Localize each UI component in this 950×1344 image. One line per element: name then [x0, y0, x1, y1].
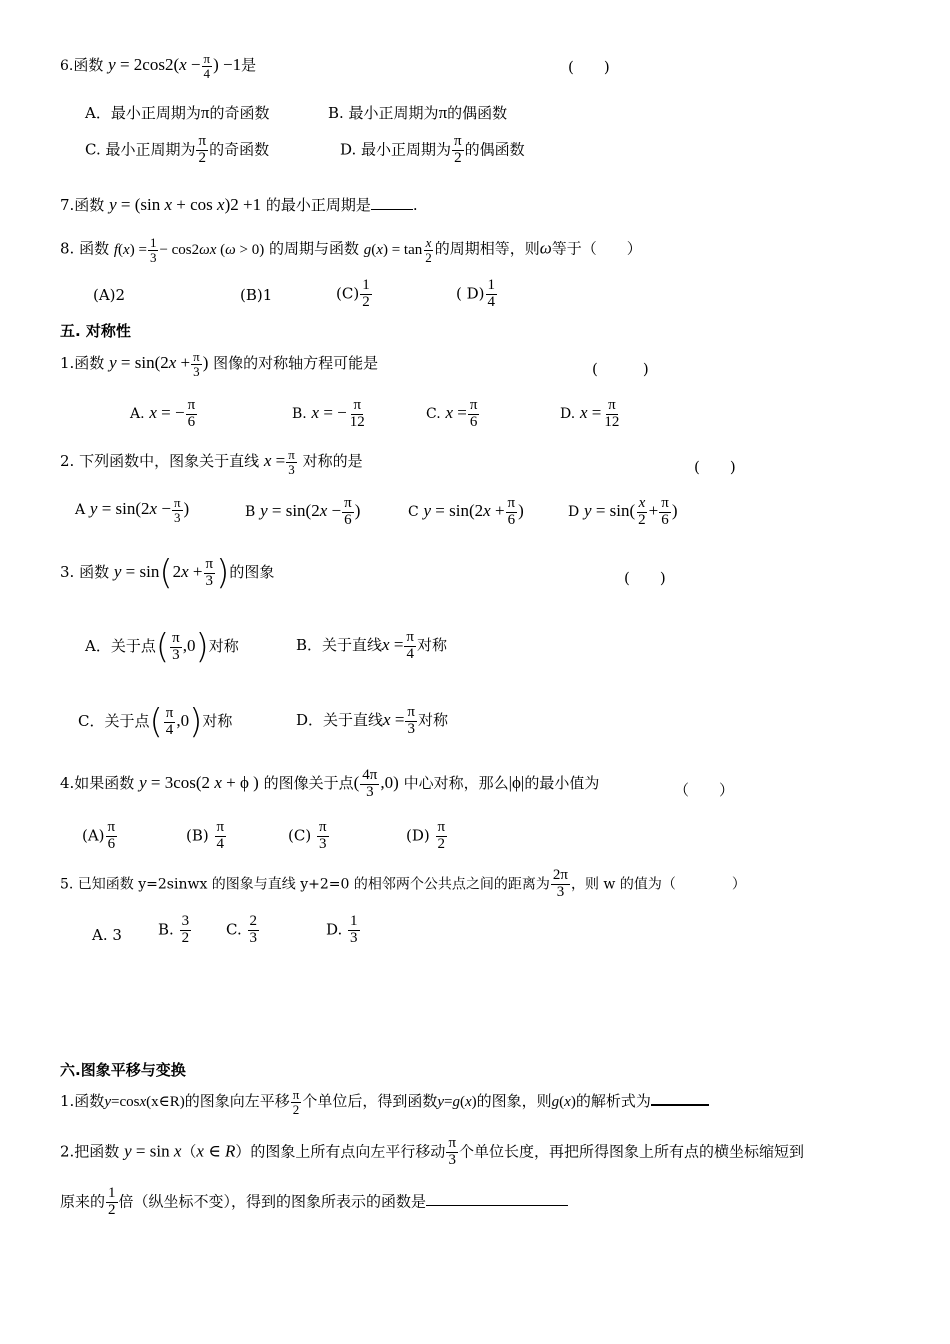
s5q2-stem: 2. 下列函数中，图象关于直线 x = $\frac{\pi}{3}$ 对称的是 — [60, 447, 363, 477]
s5q2-answer-paren: ( ) — [694, 458, 736, 476]
q7-blank[interactable] — [371, 209, 413, 210]
q8-option-c: (C) $\frac{1}{2}$ — [336, 277, 370, 310]
s5q2-option-b: B y = sin(2x − $\frac{\pi}{6}$ ) — [245, 495, 361, 528]
s6q2-stem: 2.把函数 y = sin x（x ∈ R）的图象上所有点向左平行移动 $\frac{\pi}{3}$ 个单位长度，再把所得图象上所有点的横坐标缩短到 — [60, 1135, 805, 1168]
s5q3-stem: 3. 函数 y = sin(2x + $\frac{\pi}{3}$ )的图象 — [60, 553, 275, 593]
s5q4-option-a: (A) $\frac{\pi}{6}$ — [82, 819, 116, 852]
s5q3-option-c: C．关于点( $\frac{\pi}{4}$ ,0)对称 — [78, 702, 233, 742]
q6-option-b: B. 最小正周期为π的偶函数 — [328, 103, 508, 122]
s5q2-option-c: C y = sin(2x + $\frac{\pi}{6}$ ) — [408, 495, 524, 528]
q6-answer-paren: ( ) — [568, 58, 610, 76]
s5q4-option-b: (B) $\frac{\pi}{4}$ — [186, 819, 225, 852]
s5q4-answer-paren: （ ） — [674, 781, 735, 799]
s5q1-stem: 1.函数 y = sin(2x + $\frac{\pi}{3}$ ) 图像的对称轴方程可能是 — [60, 349, 379, 379]
section-5-title: 五. 对称性 — [60, 322, 131, 340]
s6q1-blank[interactable] — [651, 1104, 709, 1106]
s5q5-option-b: B. $\frac{3}{2}$ — [158, 913, 190, 946]
s5q4-option-d: (D) $\frac{\pi}{2}$ — [406, 819, 446, 852]
q6-option-d: D. 最小正周期为 $\frac{\pi}{2}$ 的偶函数 — [340, 133, 525, 166]
q8-option-d: ( D) $\frac{1}{4}$ — [456, 277, 495, 310]
q6-formula: y = 2cos2(x − $\frac{\pi}{4}$ ) −1 — [108, 51, 242, 81]
s5q4-option-c: (C) $\frac{\pi}{3}$ — [288, 819, 327, 852]
s6q1-stem: 1.函数y=cosx(x∈R)的图象向左平移 $\frac{\pi}{2}$ 个单位后，得到函数y=g(x)的图象，则g(x)的解析式为 — [60, 1088, 709, 1116]
s5q2-option-d: D y = sin( $\frac{x}{2}$ + $\frac{\pi}{6}$ ) — [568, 495, 678, 528]
s5q5-stem: 5. 已知函数 y=2sinwx 的图象与直线 y+2=0 的相邻两个公共点之间的距离为 $\frac{2\pi}{3}$ ，则 w 的值为（ ） — [60, 867, 746, 900]
q6-option-c: C. 最小正周期为 $\frac{\pi}{2}$ 的奇函数 — [85, 133, 270, 166]
s6q2-blank[interactable] — [426, 1205, 568, 1206]
s5q3-option-b: B．关于直线x = $\frac{\pi}{4}$ 对称 — [296, 629, 448, 662]
s5q5-option-c: C. $\frac{2}{3}$ — [226, 913, 257, 946]
q6-option-a: A．最小正周期为π的奇函数 — [85, 103, 270, 122]
q8-option-b: (B)1 — [240, 286, 273, 304]
s5q5-option-d: D. $\frac{1}{3}$ — [326, 913, 358, 946]
s5q1-option-a: A. x = − $\frac{\pi}{6}$ — [130, 397, 196, 430]
s5q3-answer-paren: ( ) — [624, 569, 666, 587]
s5q3-option-a: A．关于点( $\frac{\pi}{3}$ ,0)对称 — [85, 627, 239, 667]
s6q2-stem-line2: 原来的 $\frac{1}{2}$ 倍（纵坐标不变），得到的图象所表示的函数是 — [60, 1186, 568, 1219]
s5q5-option-a: A. 3 — [92, 926, 122, 944]
q8-option-a: (A)2 — [93, 286, 126, 304]
s5q1-answer-paren: ( ) — [592, 360, 649, 378]
q8-stem: 8. 函数 f(x) = $\frac{1}{3}$ − cos2ωx (ω > 0) 的周期与函数 g(x) = tan $\frac{x}{2}$ 的周期相等，则ω等于（ ） — [60, 235, 642, 265]
s5q1-option-c: C. x = $\frac{\pi}{6}$ — [426, 397, 478, 430]
q6-stem: 6.函数 y = 2cos2(x − $\frac{\pi}{4}$ ) −1是 — [60, 51, 257, 81]
s5q2-option-a: A y = sin(2x − $\frac{\pi}{3}$ ) — [75, 495, 190, 525]
s5q1-option-d: D. x = $\frac{\pi}{12}$ — [560, 397, 620, 430]
q7-stem: 7.函数 y = (sin x + cos x)2 +1 的最小正周期是 . — [60, 195, 418, 214]
s5q3-option-d: D．关于直线x = $\frac{\pi}{3}$ 对称 — [296, 704, 449, 737]
s5q1-option-b: B. x = − $\frac{\pi}{12}$ — [292, 397, 365, 430]
section-6-title: 六.图象平移与变换 — [60, 1061, 186, 1079]
s5q4-stem: 4.如果函数 y = 3cos(2 x + ϕ ) 的图像关于点( $\frac{4\pi}{3}$ ,0) 中心对称，那么|ϕ|的最小值为 — [60, 767, 600, 800]
